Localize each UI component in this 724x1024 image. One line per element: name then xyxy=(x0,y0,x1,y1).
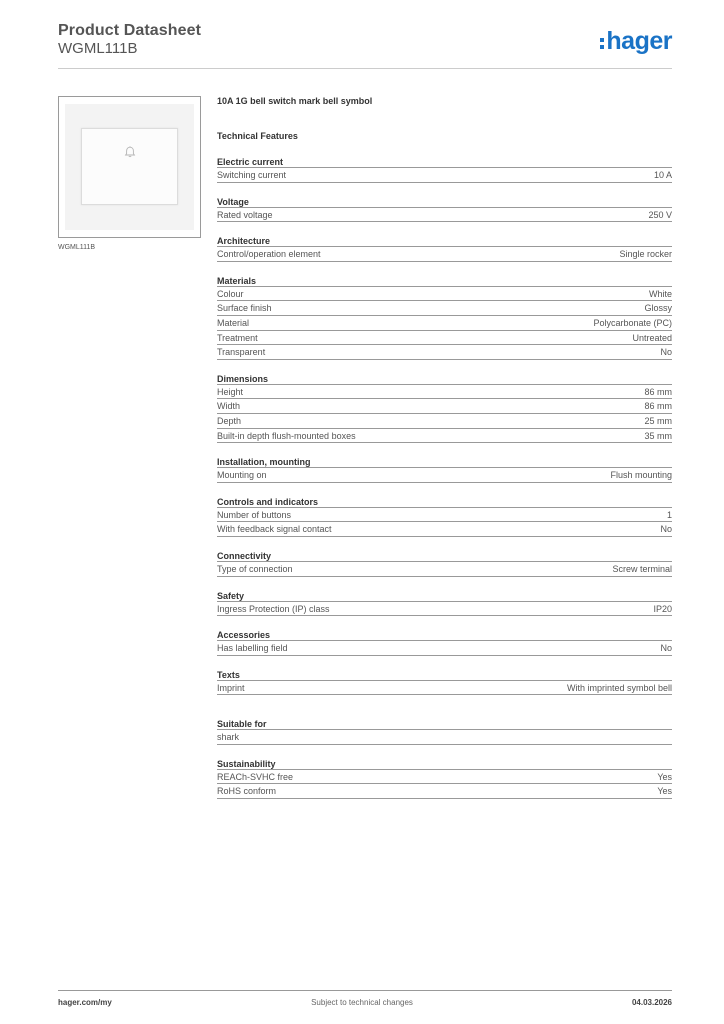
bell-icon xyxy=(123,145,137,159)
spec-label: Transparent xyxy=(217,347,266,358)
spec-label: Surface finish xyxy=(217,303,272,314)
datasheet-content xyxy=(217,94,672,799)
product-image xyxy=(58,96,201,238)
image-caption: WGML111B xyxy=(58,244,96,251)
spec-value: 35 mm xyxy=(644,430,672,441)
spec-row xyxy=(217,429,672,444)
spec-value: No xyxy=(660,347,672,358)
group-heading: Texts xyxy=(217,669,672,681)
spec-row xyxy=(217,345,672,360)
spec-row xyxy=(217,168,672,183)
spec-group xyxy=(217,156,672,183)
spec-value: White xyxy=(648,288,672,299)
spec-label: Number of buttons xyxy=(217,509,292,520)
spec-group xyxy=(217,550,672,577)
spec-group xyxy=(217,456,672,483)
spec-label: Mounting on xyxy=(217,470,267,481)
spec-label: Width xyxy=(217,401,241,412)
spec-label: Colour xyxy=(217,288,244,299)
group-heading: Dimensions xyxy=(217,373,672,385)
spec-value: Yes xyxy=(657,771,672,782)
spec-label: Imprint xyxy=(217,682,245,693)
spec-row xyxy=(217,522,672,537)
group-heading: Accessories xyxy=(217,629,672,641)
spec-value: Flush mounting xyxy=(610,470,672,481)
spec-group xyxy=(217,496,672,537)
spec-label: Ingress Protection (IP) class xyxy=(217,603,330,614)
spec-row xyxy=(217,681,672,696)
group-heading: Safety xyxy=(217,590,672,602)
spec-label: Rated voltage xyxy=(217,209,273,220)
spec-value: Polycarbonate (PC) xyxy=(593,317,672,328)
spec-value: 86 mm xyxy=(644,386,672,397)
spec-row xyxy=(217,287,672,302)
spec-group xyxy=(217,196,672,223)
spec-label: Type of connection xyxy=(217,563,293,574)
spec-group xyxy=(217,235,672,262)
spec-value: With imprinted symbol bell xyxy=(566,682,672,693)
spec-label: Has labelling field xyxy=(217,643,288,654)
spec-group xyxy=(217,373,672,443)
group-heading: Connectivity xyxy=(217,550,672,562)
spec-row xyxy=(217,316,672,331)
spec-row xyxy=(217,247,672,262)
spec-label: Switching current xyxy=(217,170,287,180)
footer-date: 04.03.2026 xyxy=(631,998,672,1007)
spec-value: Screw terminal xyxy=(612,563,672,574)
spec-value: Glossy xyxy=(644,303,672,314)
spec-row xyxy=(217,414,672,429)
spec-row xyxy=(217,784,672,799)
group-heading: Installation, mounting xyxy=(217,456,672,468)
spec-group xyxy=(217,590,672,617)
sustainability-group xyxy=(217,758,672,799)
spec-row xyxy=(217,508,672,523)
product-code: WGML111B xyxy=(58,40,138,57)
spec-value: 250 V xyxy=(648,209,672,220)
spec-label: Built-in depth flush-mounted boxes xyxy=(217,430,356,441)
logo-dots-icon xyxy=(600,38,604,49)
logo-text: hager xyxy=(606,27,672,55)
technical-features-title: Technical Features xyxy=(217,131,298,141)
spec-label: Depth xyxy=(217,415,242,426)
switch-rocker xyxy=(81,128,178,205)
spec-group xyxy=(217,629,672,656)
spec-row xyxy=(217,770,672,785)
page-header xyxy=(58,20,672,70)
header-divider xyxy=(58,68,672,69)
spec-row xyxy=(217,399,672,414)
spec-label: shark xyxy=(217,732,240,743)
spec-row xyxy=(217,331,672,346)
spec-group xyxy=(217,669,672,696)
spec-label: RoHS conform xyxy=(217,786,277,797)
spec-value: 86 mm xyxy=(644,401,672,412)
suitable-for-group xyxy=(217,718,672,745)
spec-value: Yes xyxy=(657,786,672,797)
spec-row xyxy=(217,301,672,316)
spec-value: 25 mm xyxy=(644,415,672,426)
group-heading: Architecture xyxy=(217,235,672,247)
spec-value: Untreated xyxy=(632,332,672,343)
group-heading: Suitable for xyxy=(217,718,672,730)
spec-label: Material xyxy=(217,317,250,328)
spec-row xyxy=(217,602,672,617)
switch-plate xyxy=(65,104,194,230)
spec-value: IP20 xyxy=(653,603,672,614)
spec-label: Control/operation element xyxy=(217,249,321,260)
spec-label: Treatment xyxy=(217,332,258,343)
group-heading: Electric current xyxy=(217,156,672,168)
spec-row xyxy=(217,208,672,223)
spec-value: No xyxy=(660,643,672,654)
hager-logo xyxy=(600,28,672,54)
spec-value: 1 xyxy=(666,509,672,520)
spec-row xyxy=(217,468,672,483)
group-heading: Voltage xyxy=(217,196,672,208)
spec-value: Single rocker xyxy=(619,249,672,260)
spec-value: No xyxy=(660,524,672,535)
product-description: 10A 1G bell switch mark bell symbol xyxy=(217,96,373,106)
feature-groups xyxy=(217,156,672,695)
spec-label: With feedback signal contact xyxy=(217,524,332,535)
footer-divider xyxy=(58,990,672,991)
spec-row xyxy=(217,641,672,656)
group-heading: Controls and indicators xyxy=(217,496,672,508)
spec-value: 10 A xyxy=(653,170,672,180)
spec-group xyxy=(217,275,672,360)
spec-row xyxy=(217,385,672,400)
footer-website: hager.com/my xyxy=(58,998,112,1007)
group-heading: Sustainability xyxy=(217,758,672,770)
spec-row xyxy=(217,730,672,745)
group-heading: Materials xyxy=(217,275,672,287)
spec-label: REACh-SVHC free xyxy=(217,771,294,782)
spec-row xyxy=(217,562,672,577)
document-title: Product Datasheet xyxy=(58,22,202,39)
spec-label: Height xyxy=(217,386,244,397)
footer-notice: Subject to technical changes xyxy=(311,998,413,1007)
